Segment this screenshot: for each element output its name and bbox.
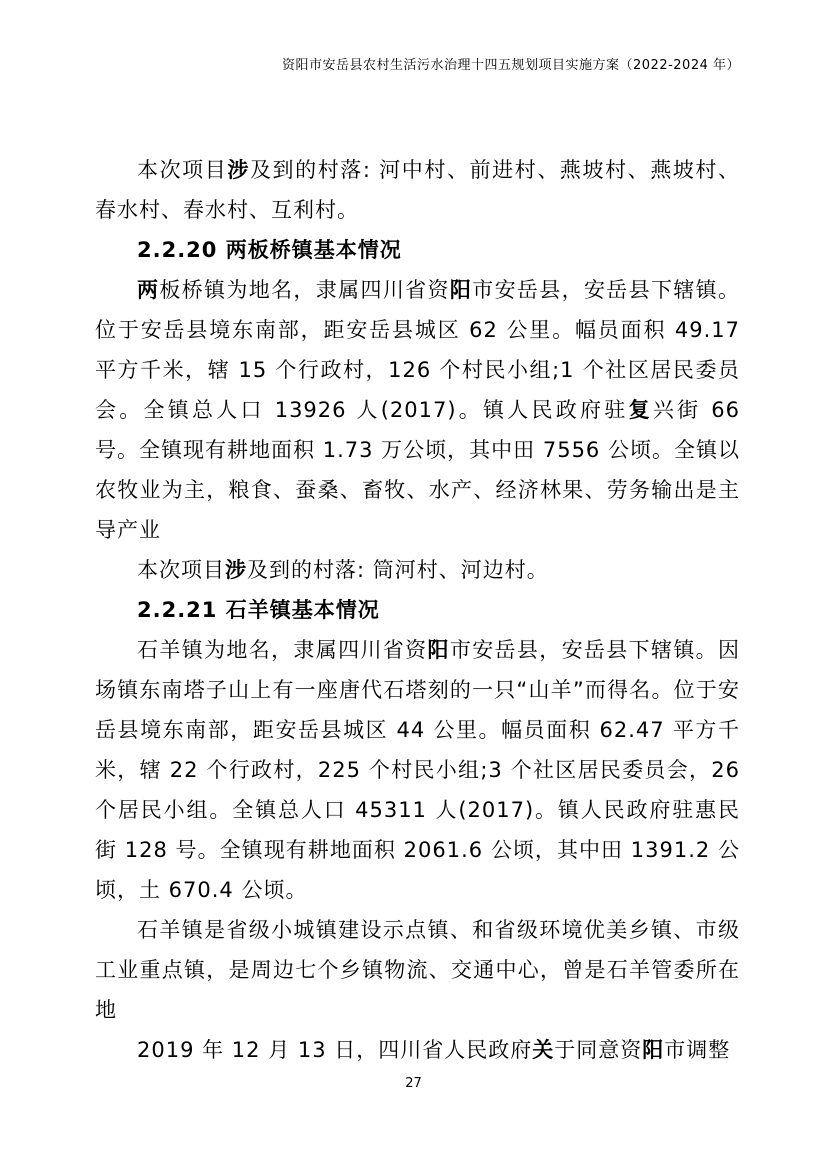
bold-text-segment: 复 <box>628 398 653 422</box>
text-segment: 石羊镇是省级小城镇建设示点镇、和省级环境优美乡镇、市级工业重点镇，是周边七个乡镇物流、交通中心，曾是石羊管委所在地 <box>95 918 740 1022</box>
body-paragraph <box>95 630 740 910</box>
text-segment: 市安岳县，安岳县下辖镇。位于安岳县境东南部，距安岳县城区 62 公里。幅员面积 49.17 平方千米，辖 15 个行政村，126 个村民小组;1 个社区居民委员会。全镇总人口 13926 人(2017)。镇人民政府驻 <box>95 278 741 422</box>
section-heading <box>95 590 740 630</box>
text-segment: 兴街 66 号。全镇现有耕地面积 1.73 万公顷，其中田 7556 公顷。全镇以农牧业为主，粮食、蚕桑、畜牧、水产、经济林果、劳务输出是主导产业 <box>95 398 741 542</box>
bold-text-segment: 关 <box>532 1038 555 1062</box>
text-segment: 2019 年 12 月 13 日，四川省人民政府 <box>137 1038 533 1062</box>
body-paragraph <box>95 550 740 590</box>
page-header-title: 资阳市安岳县农村生活污水治理十四五规划项目实施方案（2022-2024 年） <box>282 58 740 73</box>
body-paragraph <box>95 150 740 230</box>
bold-text-segment: 两 <box>137 278 160 302</box>
bold-text-segment: 阳 <box>427 638 450 662</box>
text-segment: 本次项目 <box>137 558 225 582</box>
bold-text-segment: 涉 <box>227 158 250 182</box>
text-segment: 板桥镇为地名，隶属四川省资 <box>159 278 450 302</box>
body-paragraph <box>95 910 740 1030</box>
text-segment: 于同意资 <box>554 1038 643 1062</box>
bold-text-segment: 阳 <box>449 278 473 302</box>
bold-text-segment: 涉 <box>225 558 247 582</box>
text-segment: 市安岳县，安岳县下辖镇。因场镇东南塔子山上有一座唐代石塔刻的一只“山羊”而得名。位于安岳县境东南部，距安岳县城区 44 公里。幅员面积 62.47 平方千米，辖 22 个行政村，225 个村民小组;3 个社区居民委员会，26 个居民小组。全镇总人口 45311 人(2017)。镇人民政府驻惠民街 128 号。全镇现有耕地面积 2061.6 公顷，其中田 1391.2 公顷，土 670.4 公顷。 <box>95 638 741 902</box>
body-paragraph <box>95 270 740 550</box>
bold-text-segment: 阳 <box>642 1038 665 1062</box>
text-segment: 石羊镇为地名，隶属四川省资 <box>137 638 428 662</box>
text-segment: 市调整 <box>664 1038 731 1062</box>
page-number: 27 <box>405 1076 422 1091</box>
document-body <box>95 150 740 1070</box>
bold-text-segment: 2.2.21 石羊镇基本情况 <box>137 598 380 622</box>
body-paragraph <box>95 1030 740 1070</box>
text-segment: 本次项目 <box>137 158 228 182</box>
text-segment: 及到的村落: 河中村、前进村、燕坡村、燕坡村、春水村、春水村、互利村。 <box>95 158 741 222</box>
section-heading <box>95 230 740 270</box>
bold-text-segment: 2.2.20 两板桥镇基本情况 <box>137 238 402 262</box>
text-segment: 及到的村落: 筒河村、河边村。 <box>247 558 549 582</box>
